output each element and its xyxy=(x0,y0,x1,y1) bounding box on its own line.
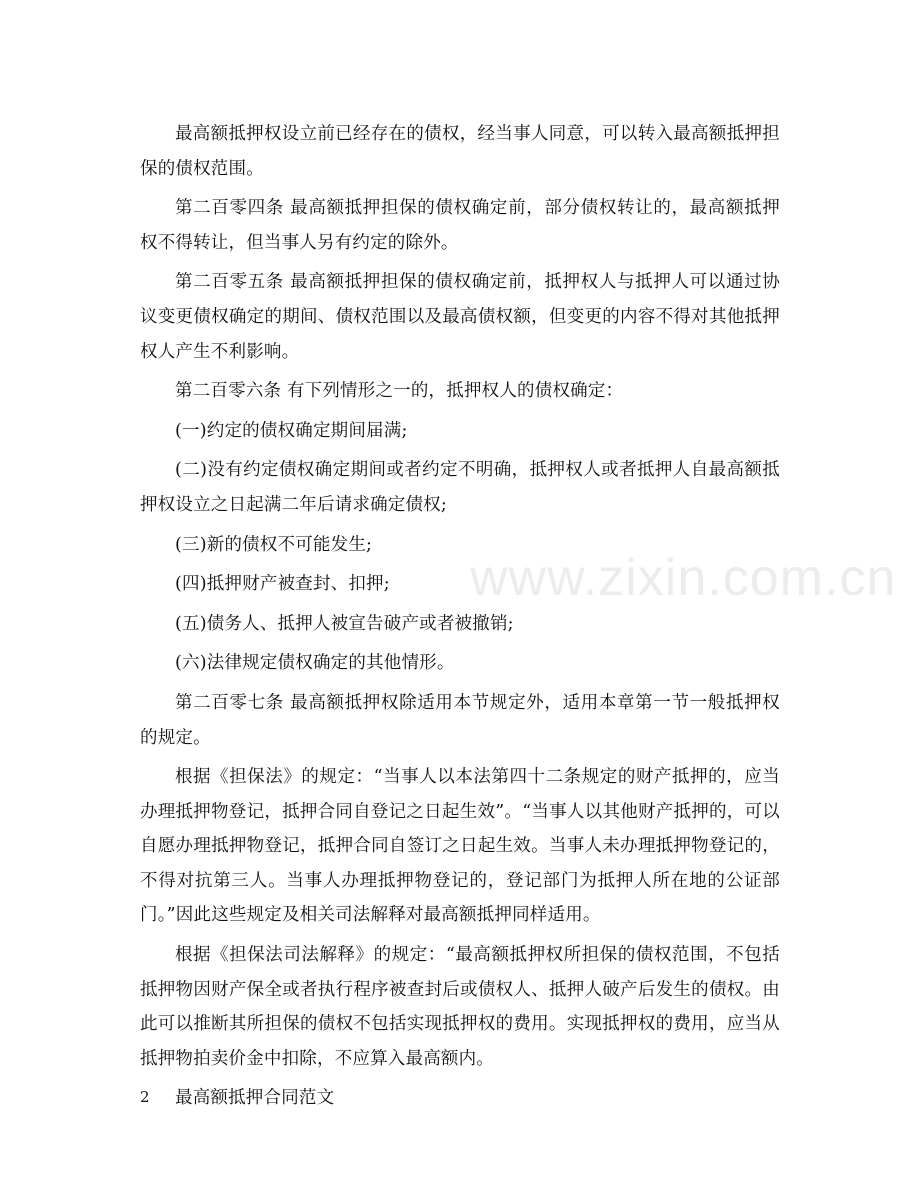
list-item: (五)债务人、抵押人被宣告破产或者被撤销; xyxy=(175,613,514,634)
paragraph: 第二百零六条 有下列情形之一的，抵押权人的债权确定： xyxy=(175,381,624,402)
list-item: (一)约定的债权确定期间届满; xyxy=(175,420,408,441)
list-item: (三)新的债权不可能发生; xyxy=(175,534,373,555)
list-item: (六)法律规定债权确定的其他情形。 xyxy=(175,653,455,674)
section-heading: 最高额抵押合同范文 xyxy=(175,1088,335,1109)
paragraph: 最高额抵押权设立前已经存在的债权，经当事人同意，可以转入最高额抵押担保的债权范围。 xyxy=(140,124,780,179)
paragraph: 第二百零四条 最高额抵押担保的债权确定前，部分债权转让的，最高额抵押权不得转让，但当事人另有约定的除外。 xyxy=(140,198,780,253)
paragraph: 根据《担保法》的规定：“当事人以本法第四十二条规定的财产抵押的，应当办理抵押物登记，抵押合同自登记之日起生效”。“当事人以其他财产抵押的，可以自愿办理抵押物登记，抵押合同自签订之日起生效。当事人未办理抵押物登记的，不得对抗第三人。当事人办理抵押物登记的，登记部门为抵押人所在地的公证部门。”因此这些规定及相关司法解释对最高额抵押同样适用。 xyxy=(140,767,780,926)
paragraph: 第二百零七条 最高额抵押权除适用本节规定外，适用本章第一节一般抵押权的规定。 xyxy=(140,692,780,748)
watermark: www.zixin.com.cn xyxy=(470,549,897,607)
page-number: 2 xyxy=(140,1088,150,1106)
list-item: (四)抵押财产被查封、扣押; xyxy=(175,574,390,595)
document-body xyxy=(140,117,780,1121)
paragraph: 根据《担保法司法解释》的规定：“最高额抵押权所担保的债权范围，不包括抵押物因财产保全或者执行程序被查封后或债权人、抵押人破产后发生的债权。由此可以推断其所担保的债权不包括实现抵押权的费用。实现抵押权的费用，应当从抵押物拍卖价金中扣除，不应算入最高额内。 xyxy=(140,945,780,1069)
list-item: (二)没有约定债权确定期间或者约定不明确，抵押权人或者抵押人自最高额抵押权设立之日起满二年后请求确定债权; xyxy=(140,460,780,515)
paragraph: 第二百零五条 最高额抵押担保的债权确定前，抵押权人与抵押人可以通过协议变更债权确定的期间、债权范围以及最高债权额，但变更的内容不得对其他抵押权人产生不利影响。 xyxy=(140,272,780,362)
